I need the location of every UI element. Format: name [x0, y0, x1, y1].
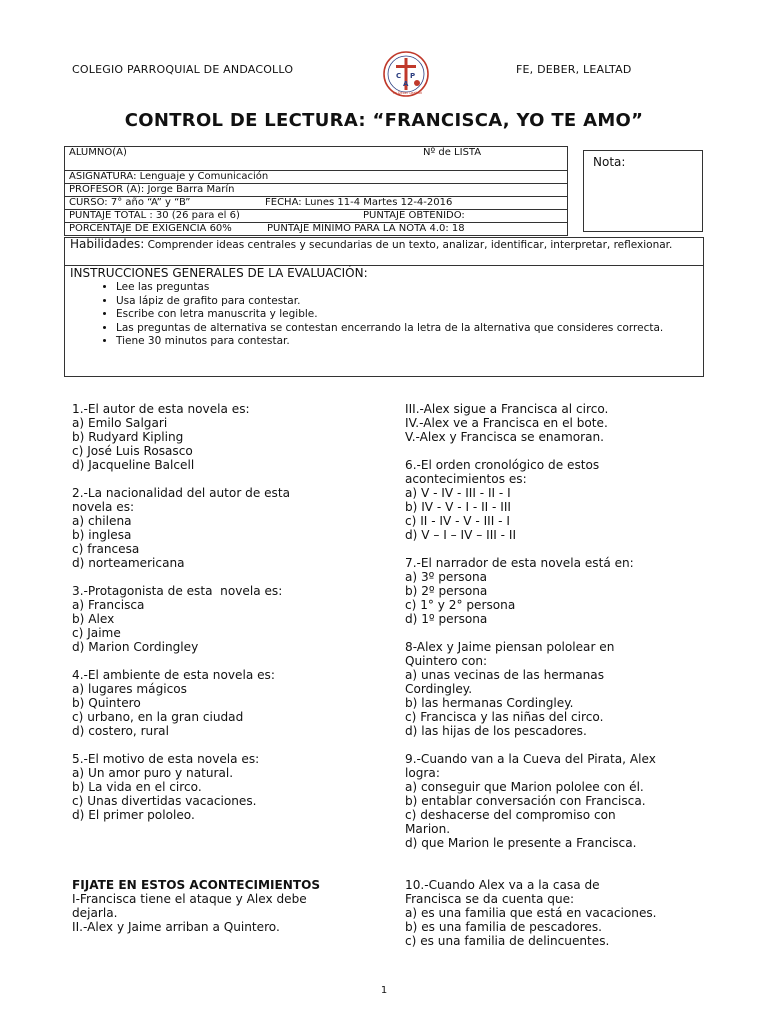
alumno-label: ALUMNO(A) [69, 147, 127, 158]
question-text: 8-Alex y Jaime piensan pololear en [405, 640, 615, 654]
answer-option: c) Francisca y las niñas del circo. [405, 710, 604, 724]
instruction-item: • Usa lápiz de grafito para contestar. [116, 295, 698, 309]
questions-right-column [405, 402, 705, 948]
question-text: 9.-Cuando van a la Cueva del Pirata, Alex [405, 752, 656, 766]
instructions-list [70, 281, 698, 349]
question-text: 2.-La nacionalidad del autor de esta [72, 486, 290, 500]
question-text: IV.-Alex ve a Francisca en el bote. [405, 416, 608, 430]
exigencia-row [65, 223, 568, 236]
grade-label: Nota: [593, 155, 626, 169]
spacer [72, 472, 372, 486]
question-text: II.-Alex y Jaime arriban a Quintero. [72, 920, 280, 934]
alumno-row [65, 147, 568, 171]
logo-letter-p: P [410, 72, 416, 80]
skills-box [64, 237, 704, 266]
question-text: 10.-Cuando Alex va a la casa de [405, 878, 600, 892]
logo-letter-a: A [403, 80, 409, 88]
instruction-item: • Las preguntas de alternativa se contestan encerrando la letra de la alternativa que consideres correcta. [116, 322, 698, 336]
question-text: 7.-El narrador de esta novela está en: [405, 556, 634, 570]
answer-option: a) lugares mágicos [72, 682, 187, 696]
instruction-item: • Escribe con letra manuscrita y legible. [116, 308, 698, 322]
text-line: dejarla. [72, 906, 118, 920]
spacer [72, 570, 372, 584]
answer-option: b) La vida en el circo. [72, 780, 202, 794]
school-name: COLEGIO PARROQUIAL DE ANDACOLLO [72, 63, 294, 76]
answer-option: a) chilena [72, 514, 132, 528]
answer-option: b) Quintero [72, 696, 141, 710]
questions-left-column [72, 402, 372, 934]
logo-letter-c: C [396, 72, 402, 80]
question-text: V.-Alex y Francisca se enamoran. [405, 430, 605, 444]
spacer [72, 836, 372, 850]
question-text: 5.-El motivo de esta novela es: [72, 752, 260, 766]
question-text: 1.-El autor de esta novela es: [72, 402, 250, 416]
spacer [72, 850, 372, 864]
spacer [405, 738, 705, 752]
answer-option: b) 2º persona [405, 584, 488, 598]
skills-text: Comprender ideas centrales y secundarias de un texto, analizar, identificar, interpretar, reflexionar. [144, 239, 673, 251]
answer-option: d) El primer pololeo. [72, 808, 195, 822]
puntaje-obtenido-label: PUNTAJE OBTENIDO: [363, 210, 465, 221]
answer-option: d) norteamericana [72, 556, 185, 570]
puntaje-row [65, 210, 568, 223]
answer-option: b) las hermanas Cordingley. [405, 696, 574, 710]
answer-option: a) es una familia que está en vacaciones. [405, 906, 657, 920]
answer-option: c) II - IV - V - III - I [405, 514, 510, 528]
answer-option: d) Marion Cordingley [72, 640, 199, 654]
text-line: Cordingley. [405, 682, 473, 696]
school-motto: FE, DEBER, LEALTAD [516, 63, 632, 76]
page-number: 1 [380, 985, 388, 996]
answer-option: c) 1° y 2° persona [405, 598, 516, 612]
answer-option: a) unas vecinas de las hermanas [405, 668, 604, 682]
answer-option: d) costero, rural [72, 724, 169, 738]
answer-option: b) inglesa [72, 528, 132, 542]
text-line: novela es: [72, 500, 135, 514]
question-text: 6.-El orden cronológico de estos [405, 458, 600, 472]
instructions-box [64, 265, 704, 377]
logo-caption: Fe Deber Lealtad [393, 91, 422, 95]
spacer [72, 654, 372, 668]
grade-box[interactable] [583, 150, 703, 232]
answer-option: a) conseguir que Marion pololee con él. [405, 780, 644, 794]
question-text: I-Francisca tiene el ataque y Alex debe [72, 892, 307, 906]
instructions-label: INSTRUCCIONES GENERALES DE LA EVALUACIÓN: [70, 266, 368, 280]
text-line: logra: [405, 766, 440, 780]
answer-option: d) V – I – IV – III - II [405, 528, 517, 542]
page-title: CONTROL DE LECTURA: “FRANCISCA, YO TE AMO” [124, 110, 644, 131]
puntaje-total-label: PUNTAJE TOTAL : 30 (26 para el 6) [69, 210, 240, 221]
exigencia-label: PORCENTAJE DE EXIGENCIA 60% [69, 223, 232, 234]
question-text: III.-Alex sigue a Francisca al circo. [405, 402, 609, 416]
question-text: 4.-El ambiente de esta novela es: [72, 668, 275, 682]
curso-row [65, 197, 568, 210]
curso-label: CURSO: 7° año “A” y “B” [69, 197, 191, 208]
instruction-item: • Tiene 30 minutos para contestar. [116, 335, 698, 349]
spacer [405, 864, 705, 878]
answer-option: c) Jaime [72, 626, 121, 640]
text-line: Francisca se da cuenta que: [405, 892, 575, 906]
fecha-label: FECHA: Lunes 11-4 Martes 12-4-2016 [265, 197, 453, 208]
answer-option: d) que Marion le presente a Francisca. [405, 836, 637, 850]
spacer [405, 542, 705, 556]
school-logo [382, 50, 430, 100]
answer-option: a) 3º persona [405, 570, 488, 584]
spacer [405, 626, 705, 640]
text-line: Quintero con: [405, 654, 488, 668]
spacer [72, 864, 372, 878]
answer-option: a) Emilo Salgari [72, 416, 168, 430]
answer-option: b) entablar conversación con Francisca. [405, 794, 646, 808]
question-text: 3.-Protagonista de esta novela es: [72, 584, 283, 598]
spacer [405, 444, 705, 458]
text-line: acontecimientos es: [405, 472, 527, 486]
answer-option: b) Rudyard Kipling [72, 430, 184, 444]
puntaje-minimo-label: PUNTAJE MINIMO PARA LA NOTA 4.0: 18 [267, 223, 465, 234]
answer-option: b) IV - V - I - II - III [405, 500, 511, 514]
answer-option: b) Alex [72, 612, 115, 626]
answer-option: a) Un amor puro y natural. [72, 766, 234, 780]
answer-option: c) es una familia de delincuentes. [405, 934, 610, 948]
answer-option: c) deshacerse del compromiso con [405, 808, 616, 822]
spacer [72, 738, 372, 752]
spacer [72, 822, 372, 836]
answer-option: d) Jacqueline Balcell [72, 458, 195, 472]
skills-label: Habilidades: [70, 237, 145, 251]
instruction-item: • Lee las preguntas [116, 281, 698, 295]
answer-option: c) francesa [72, 542, 140, 556]
answer-option: d) las hijas de los pescadores. [405, 724, 587, 738]
profesor-cell: PROFESOR (A): Jorge Barra Marín [65, 184, 568, 197]
answer-option: a) Francisca [72, 598, 145, 612]
answer-option: b) es una familia de pescadores. [405, 920, 603, 934]
lista-label: Nº de LISTA [423, 147, 482, 158]
answer-option: c) José Luis Rosasco [72, 444, 193, 458]
answer-option: a) V - IV - III - II - I [405, 486, 511, 500]
asignatura-cell: ASIGNATURA: Lenguaje y Comunicación [65, 171, 568, 184]
section-heading: FIJATE EN ESTOS ACONTECIMIENTOS [72, 878, 321, 892]
text-line: Marion. [405, 822, 451, 836]
answer-option: d) 1º persona [405, 612, 488, 626]
spacer [405, 850, 705, 864]
answer-option: c) urbano, en la gran ciudad [72, 710, 244, 724]
student-info-table [64, 146, 568, 236]
answer-option: c) Unas divertidas vacaciones. [72, 794, 257, 808]
